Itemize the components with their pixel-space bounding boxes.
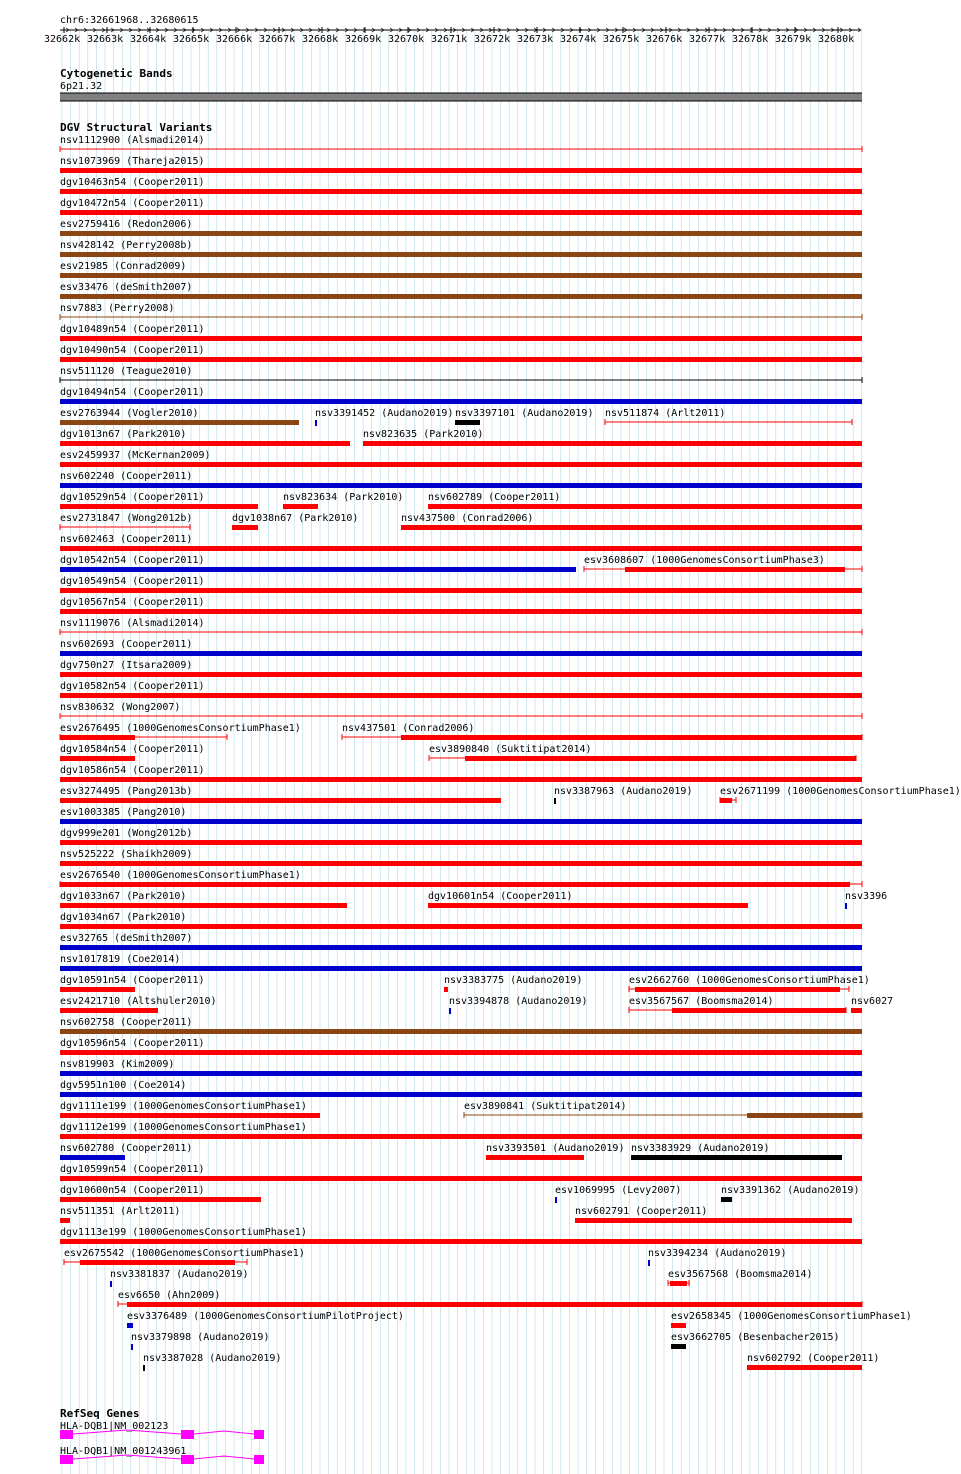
variant-feature[interactable] [555,1197,557,1203]
variant-feature[interactable] [401,525,862,530]
variant-feature[interactable] [60,399,862,404]
variant-label: nsv3393501 (Audano2019) [486,1143,625,1154]
ruler-tick-label: 32676k [646,34,683,45]
variant-feature[interactable] [80,1260,235,1265]
variant-label: dgv5951n100 (Coe2014) [60,1080,187,1091]
variant-feature[interactable] [60,252,862,257]
variant-label: dgv750n27 (Itsara2009) [60,660,193,671]
variant-feature[interactable] [131,1344,133,1350]
variant-feature[interactable] [60,861,862,866]
variant-label: dgv10601n54 (Cooper2011) [428,891,573,902]
variant-label: dgv10567n54 (Cooper2011) [60,597,205,608]
variant-feature[interactable] [60,1113,320,1118]
variant-feature[interactable] [554,798,556,804]
variant-label: nsv3391362 (Audano2019) [721,1185,860,1196]
variant-label: esv2731847 (Wong2012b) [60,513,193,524]
variant-feature[interactable] [444,987,448,992]
variant-feature[interactable] [60,441,350,446]
variant-feature[interactable] [720,798,732,803]
variant-label: esv3567567 (Boomsma2014) [629,996,774,1007]
variant-label: nsv602463 (Cooper2011) [60,534,193,545]
variant-label: dgv10494n54 (Cooper2011) [60,387,205,398]
variant-label: nsv3397101 (Audano2019) [455,408,594,419]
variant-feature[interactable] [60,336,862,341]
variant-feature[interactable] [60,1239,862,1244]
variant-feature[interactable] [60,420,299,425]
variant-label: dgv10549n54 (Cooper2011) [60,576,205,587]
variant-feature[interactable] [671,1344,686,1349]
variant-feature[interactable] [60,1197,261,1202]
variant-feature[interactable] [575,1218,852,1223]
variant-label: nsv602240 (Cooper2011) [60,471,193,482]
variant-feature[interactable] [455,420,480,425]
ruler-tick-label: 32669k [345,34,382,45]
variant-feature[interactable] [60,483,862,488]
variant-feature[interactable] [60,966,862,971]
variant-feature[interactable] [143,1365,145,1371]
variant-label: dgv10591n54 (Cooper2011) [60,975,205,986]
variant-label: esv3662705 (Besenbacher2015) [671,1332,840,1343]
variant-label: dgv10599n54 (Cooper2011) [60,1164,205,1175]
variant-label: dgv10490n54 (Cooper2011) [60,345,205,356]
variant-label: esv2658345 (1000GenomesConsortiumPhase1) [671,1311,912,1322]
ruler-tick-label: 32673k [517,34,554,45]
variant-label: dgv1013n67 (Park2010) [60,429,187,440]
variant-label: dgv999e201 (Wong2012b) [60,828,193,839]
variant-label: esv2759416 (Redon2006) [60,219,193,230]
variant-feature[interactable] [283,504,318,509]
variant-label: nsv602791 (Cooper2011) [575,1206,708,1217]
variant-feature[interactable] [127,1302,862,1307]
variant-label: esv32765 (deSmith2007) [60,933,193,944]
variant-feature[interactable] [60,1134,862,1139]
variant-label: nsv602693 (Cooper2011) [60,639,193,650]
variant-label: dgv1038n67 (Park2010) [232,513,359,524]
variant-feature[interactable] [60,1155,125,1160]
variant-feature[interactable] [60,231,862,236]
gene-exon[interactable] [254,1455,264,1464]
ruler-tick-label: 32675k [603,34,640,45]
variant-label: esv2671199 (1000GenomesConsortiumPhase1) [720,786,961,797]
variant-feature[interactable] [60,462,862,467]
variant-feature[interactable] [60,1092,862,1097]
variant-feature[interactable] [315,420,317,426]
variant-feature[interactable] [465,756,856,761]
ruler-tick-label: 32672k [474,34,511,45]
variant-label: nsv437500 (Conrad2006) [401,513,534,524]
variant-feature[interactable] [60,903,347,908]
variant-label: nsv602780 (Cooper2011) [60,1143,193,1154]
variant-label: esv33476 (deSmith2007) [60,282,193,293]
cytoband-bar[interactable] [60,93,862,101]
variant-feature[interactable] [60,777,862,782]
variant-label: nsv830632 (Wong2007) [60,702,181,713]
variant-feature[interactable] [747,1113,862,1118]
variant-label: esv3608607 (1000GenomesConsortiumPhase3) [584,555,825,566]
variant-feature[interactable] [60,945,862,950]
ruler-tick-label: 32665k [173,34,210,45]
variant-label: nsv3383929 (Audano2019) [631,1143,770,1154]
ruler-tick-label: 32662k [44,34,81,45]
variant-label: dgv10582n54 (Cooper2011) [60,681,205,692]
variant-feature[interactable] [60,189,862,194]
variant-feature[interactable] [60,798,501,803]
variant-label: esv2675542 (1000GenomesConsortiumPhase1) [64,1248,305,1259]
variant-feature[interactable] [631,1155,842,1160]
variant-label: esv2421710 (Altshuler2010) [60,996,217,1007]
variant-feature[interactable] [428,903,748,908]
variant-feature[interactable] [60,357,862,362]
cytoband-label: 6p21.32 [60,81,103,92]
gene-label: HLA-DQB1|NM_002123 [60,1421,169,1432]
variant-feature[interactable] [845,903,847,909]
variant-label: nsv1073969 (Thareja2015) [60,156,205,167]
cytoband-track-title: Cytogenetic Bands [60,67,173,80]
variant-label: nsv525222 (Shaikh2009) [60,849,193,860]
variant-label: nsv7883 (Perry2008) [60,303,175,314]
ruler-tick-label: 32671k [431,34,468,45]
variant-label: esv21985 (Conrad2009) [60,261,187,272]
variant-label: nsv437501 (Conrad2006) [342,723,475,734]
variant-label: nsv819903 (Kim2009) [60,1059,175,1070]
variant-feature[interactable] [60,546,862,551]
ruler-tick-label: 32668k [302,34,339,45]
variant-label: nsv3379898 (Audano2019) [131,1332,270,1343]
variant-label: dgv10586n54 (Cooper2011) [60,765,205,776]
ruler-tick-label: 32670k [388,34,425,45]
variant-feature[interactable] [486,1155,584,1160]
variant-label: dgv1033n67 (Park2010) [60,891,187,902]
variant-label: nsv3387963 (Audano2019) [554,786,693,797]
variant-label: esv2459937 (McKernan2009) [60,450,211,461]
variant-feature[interactable] [625,567,845,572]
variant-label: esv3376489 (1000GenomesConsortiumPilotProject) [127,1311,404,1322]
variant-feature[interactable] [851,1008,862,1013]
variant-feature[interactable] [60,756,135,761]
variant-feature[interactable] [60,210,862,215]
variant-label: esv3567568 (Boomsma2014) [668,1269,813,1280]
variant-feature[interactable] [60,273,862,278]
variant-feature[interactable] [232,525,258,530]
variant-label: nsv3381837 (Audano2019) [110,1269,249,1280]
variant-feature[interactable] [60,924,862,929]
variant-label: dgv10542n54 (Cooper2011) [60,555,205,566]
variant-feature[interactable] [60,819,862,824]
gene-exon[interactable] [181,1430,194,1439]
variant-feature[interactable] [60,651,862,656]
variant-feature[interactable] [60,1218,70,1223]
variant-label: nsv3391452 (Audano2019) [315,408,454,419]
variant-feature[interactable] [428,504,862,509]
dgv-track-title: DGV Structural Variants [60,121,213,134]
ruler-tick-label: 32678k [732,34,769,45]
variant-feature[interactable] [60,987,135,992]
variant-feature[interactable] [60,1029,862,1034]
refseq-track-title: RefSeq Genes [60,1407,140,1420]
gene-label: HLA-DQB1|NM_001243961 [60,1446,187,1457]
variant-feature[interactable] [60,1071,862,1076]
variant-label: dgv1111e199 (1000GenomesConsortiumPhase1) [60,1101,307,1112]
variant-feature[interactable] [60,567,576,572]
variant-label: esv2676495 (1000GenomesConsortiumPhase1) [60,723,301,734]
variant-feature[interactable] [60,672,862,677]
variant-label: nsv3387028 (Audano2019) [143,1353,282,1364]
position-label: chr6:32661968..32680615 [60,15,199,26]
variant-feature[interactable] [672,1008,846,1013]
variant-label: nsv511120 (Teague2010) [60,366,193,377]
ruler-tick-label: 32677k [689,34,726,45]
ruler-tick-label: 32663k [87,34,124,45]
variant-label: esv6650 (Ahn2009) [118,1290,221,1301]
variant-feature[interactable] [60,1050,862,1055]
variant-label: dgv1113e199 (1000GenomesConsortiumPhase1) [60,1227,307,1238]
ruler-tick-label: 32664k [130,34,167,45]
variant-feature[interactable] [60,168,862,173]
variant-label: nsv602758 (Cooper2011) [60,1017,193,1028]
variant-feature[interactable] [747,1365,862,1370]
variant-label: nsv428142 (Perry2008b) [60,240,193,251]
variant-label: esv3890840 (Suktitipat2014) [429,744,592,755]
variant-label: dgv10584n54 (Cooper2011) [60,744,205,755]
variant-label: nsv511874 (Arlt2011) [605,408,726,419]
variant-feature[interactable] [60,588,862,593]
variant-label: dgv10600n54 (Cooper2011) [60,1185,205,1196]
variant-label: nsv1112900 (Alsmadi2014) [60,135,205,146]
variant-label: nsv1119076 (Alsmadi2014) [60,618,205,629]
variant-label: dgv10472n54 (Cooper2011) [60,198,205,209]
variant-feature[interactable] [670,1281,687,1286]
variant-label: esv1003385 (Pang2010) [60,807,187,818]
variant-feature[interactable] [110,1281,112,1287]
variant-label: nsv602792 (Cooper2011) [747,1353,880,1364]
variant-label: esv1069995 (Levy2007) [555,1185,682,1196]
variant-label: nsv3396 [845,891,888,902]
variant-feature[interactable] [60,504,258,509]
variant-label: dgv10489n54 (Cooper2011) [60,324,205,335]
variant-feature[interactable] [60,882,850,887]
ruler-tick-label: 32679k [775,34,812,45]
ruler-tick-label: 32666k [216,34,253,45]
variant-label: nsv823634 (Park2010) [283,492,404,503]
variant-feature[interactable] [648,1260,650,1266]
variant-feature[interactable] [60,840,862,845]
variant-feature[interactable] [635,987,840,992]
variant-feature[interactable] [449,1008,451,1014]
variant-feature[interactable] [363,441,862,446]
variant-label: esv2662760 (1000GenomesConsortiumPhase1) [629,975,870,986]
variant-label: dgv10463n54 (Cooper2011) [60,177,205,188]
variant-feature[interactable] [60,1008,158,1013]
ruler-tick-label: 32674k [560,34,597,45]
variant-label: nsv3394234 (Audano2019) [648,1248,787,1259]
variant-feature[interactable] [401,735,862,740]
variant-label: dgv1034n67 (Park2010) [60,912,187,923]
variant-feature[interactable] [60,1176,862,1181]
variant-label: dgv10596n54 (Cooper2011) [60,1038,205,1049]
variant-label: esv3890841 (Suktitipat2014) [464,1101,627,1112]
variant-feature[interactable] [127,1323,133,1328]
variant-label: esv2676540 (1000GenomesConsortiumPhase1) [60,870,301,881]
variant-label: nsv823635 (Park2010) [363,429,484,440]
variant-label: nsv511351 (Arlt2011) [60,1206,181,1217]
gene-exon[interactable] [254,1430,264,1439]
variant-label: nsv602789 (Cooper2011) [428,492,561,503]
variant-feature[interactable] [60,735,135,740]
ruler-tick-label: 32667k [259,34,296,45]
ruler-tick-label: 32680k [818,34,855,45]
variant-label: nsv1017819 (Coe2014) [60,954,181,965]
variant-label: dgv10529n54 (Cooper2011) [60,492,205,503]
variant-label: nsv3394878 (Audano2019) [449,996,588,1007]
variant-feature[interactable] [721,1197,732,1202]
variant-feature[interactable] [671,1323,686,1328]
variant-feature[interactable] [60,693,862,698]
variant-label: nsv6027 [851,996,894,1007]
variant-label: esv3274495 (Pang2013b) [60,786,193,797]
variant-label: esv2763944 (Vogler2010) [60,408,199,419]
variant-feature[interactable] [60,294,862,299]
variant-label: dgv1112e199 (1000GenomesConsortiumPhase1) [60,1122,307,1133]
variant-label: nsv3383775 (Audano2019) [444,975,583,986]
variant-feature[interactable] [60,609,862,614]
